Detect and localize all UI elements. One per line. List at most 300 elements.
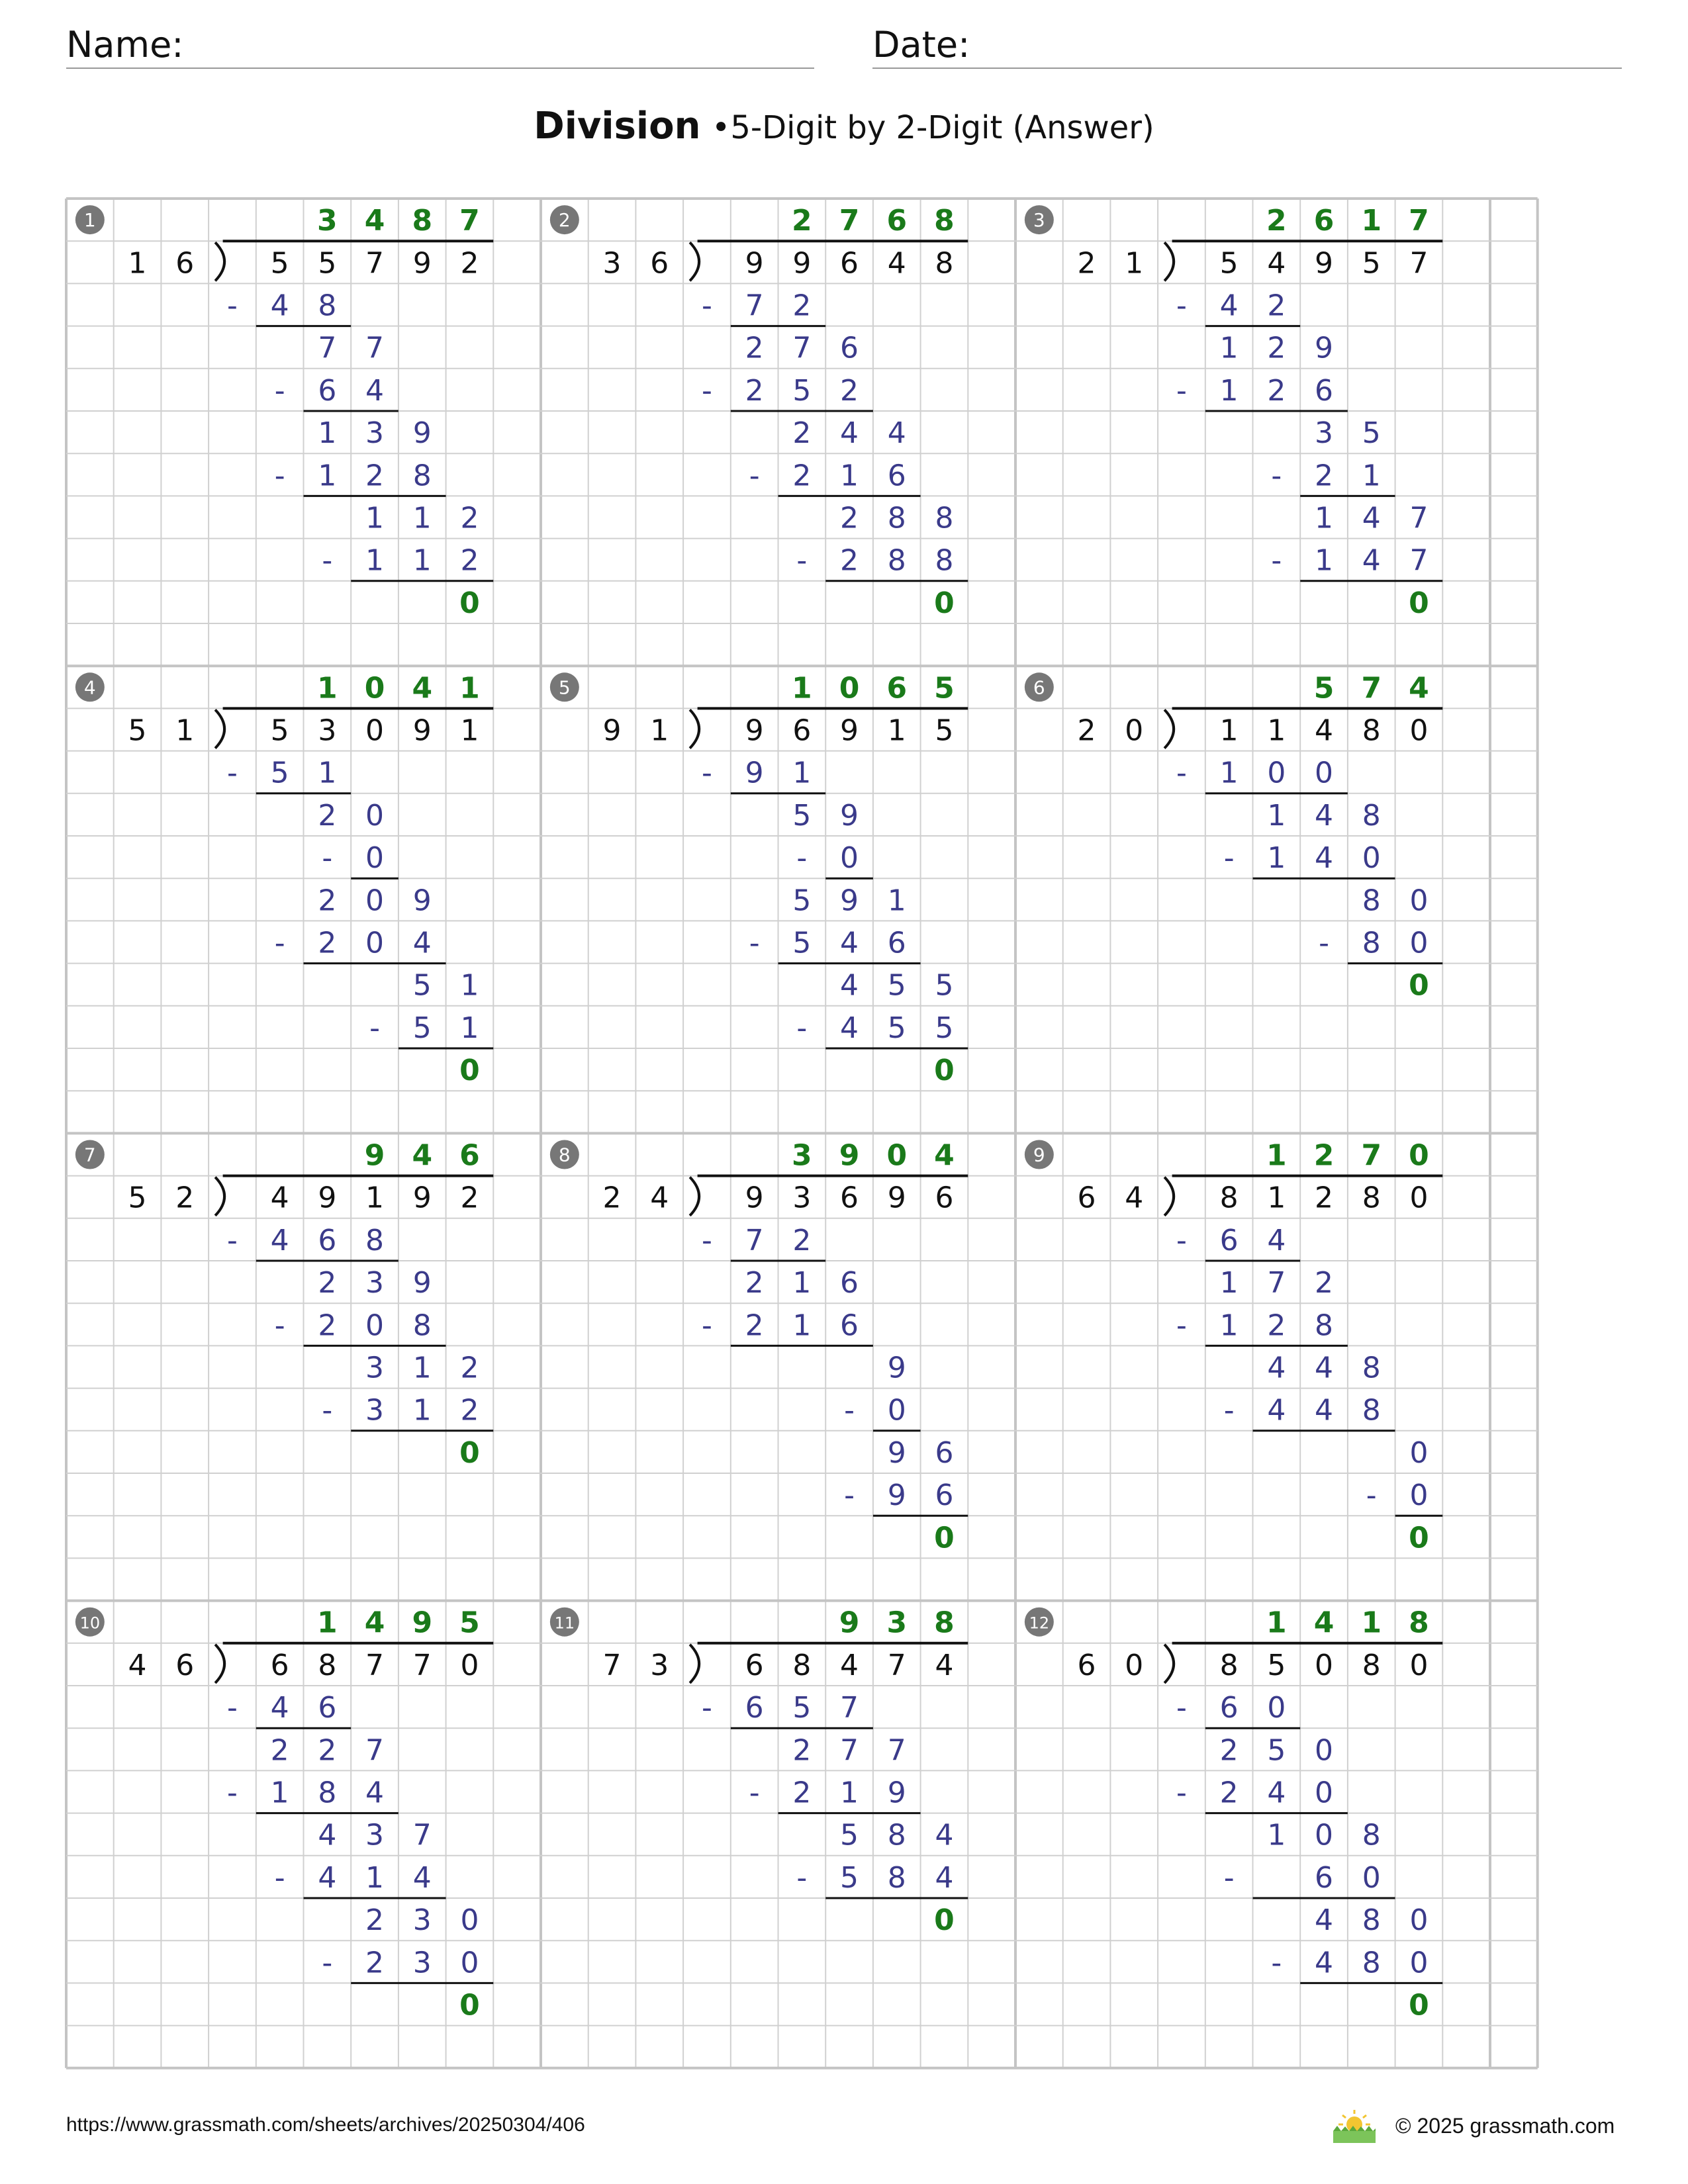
quotient-digit: 8 [934,204,955,238]
work-digit: 3 [365,1266,385,1300]
work-digit: 4 [840,968,859,1003]
quotient-digit: 4 [412,1138,433,1173]
dividend-digit: 9 [1315,246,1334,281]
work-digit: 8 [887,1818,906,1852]
minus-sign: - [702,1223,712,1257]
work-digit: 4 [1362,543,1381,578]
quotient-digit: 5 [459,1606,480,1640]
work-digit: 4 [1219,289,1239,323]
work-digit: 0 [1315,1818,1334,1852]
remainder-digit: 0 [934,586,955,620]
work-digit: 0 [1315,756,1334,790]
quotient-digit: 3 [886,1606,908,1640]
work-digit: 2 [792,459,812,493]
work-digit: 7 [1267,1266,1286,1300]
work-digit: 6 [840,1308,859,1343]
divisor-digit: 0 [1125,1648,1144,1682]
remainder-digit: 0 [934,1903,955,1938]
dividend-digit: 5 [1219,246,1239,281]
work-digit: 8 [1315,1308,1334,1343]
dividend-digit: 3 [318,713,337,748]
minus-sign: - [1271,543,1282,578]
dividend-digit: 8 [1362,1181,1381,1215]
minus-sign: - [1271,459,1282,493]
remainder-digit: 0 [934,1054,955,1088]
minus-sign: - [1176,1691,1187,1725]
quotient-digit: 6 [459,1138,480,1173]
work-digit: 0 [365,1308,385,1343]
dividend-digit: 9 [887,1181,906,1215]
work-digit: 5 [412,968,432,1003]
work-digit: 7 [745,1223,764,1257]
divisor-digit: 1 [128,246,147,281]
work-digit: 8 [1362,1946,1381,1980]
minus-sign: - [1176,1308,1187,1343]
quotient-digit: 6 [886,204,908,238]
work-digit: 4 [1315,1946,1334,1980]
remainder-digit: 0 [459,586,480,620]
division-bracket [215,1177,224,1216]
quotient-digit: 1 [459,671,480,705]
problem-number: 7 [83,1144,96,1166]
minus-sign: - [1223,841,1235,876]
work-digit: 0 [1267,756,1286,790]
quotient-digit: 2 [792,204,812,238]
dividend-digit: 1 [365,1181,385,1215]
minus-sign: - [749,459,760,493]
work-digit: 9 [887,1435,906,1470]
footer-url[interactable]: https://www.grassmath.com/sheets/archives/20250304/406 [66,2114,585,2136]
work-digit: 0 [1315,1733,1334,1768]
minus-sign: - [274,459,285,493]
work-digit: 1 [270,1776,289,1810]
work-digit: 8 [412,459,432,493]
divisor-digit: 2 [1077,713,1096,748]
work-digit: 1 [412,1393,432,1428]
dividend-digit: 9 [745,1181,764,1215]
dividend-digit: 9 [745,246,764,281]
quotient-digit: 4 [364,1606,385,1640]
work-digit: 8 [935,543,954,578]
quotient-digit: 7 [1361,1138,1382,1173]
work-digit: 2 [792,1776,812,1810]
work-digit: 2 [270,1733,289,1768]
work-digit: 9 [412,416,432,451]
work-digit: 5 [840,1818,859,1852]
remainder-digit: 0 [1409,1988,1429,2023]
quotient-digit: 0 [364,671,385,705]
work-digit: 1 [1219,1266,1239,1300]
work-digit: 3 [412,1903,432,1938]
work-digit: 2 [840,373,859,408]
work-digit: 1 [840,1776,859,1810]
divisor-digit: 4 [650,1181,669,1215]
work-digit: 5 [792,884,812,918]
quotient-digit: 5 [934,671,955,705]
remainder-digit: 0 [459,1988,480,2023]
minus-sign: - [702,756,712,790]
work-digit: 0 [1362,841,1381,876]
work-digit: 5 [935,968,954,1003]
quotient-digit: 1 [317,671,338,705]
dividend-digit: 4 [935,1648,954,1682]
dividend-digit: 6 [840,246,859,281]
minus-sign: - [749,926,760,960]
dividend-digit: 0 [365,713,385,748]
quotient-digit: 5 [1313,671,1335,705]
dividend-digit: 7 [887,1648,906,1682]
division-bracket [690,1645,699,1683]
dividend-digit: 4 [270,1181,289,1215]
divisor-digit: 5 [128,713,147,748]
work-digit: 9 [840,884,859,918]
divisor-digit: 1 [1125,246,1144,281]
quotient-digit: 6 [886,671,908,705]
work-digit: 4 [1267,1351,1286,1385]
quotient-digit: 3 [792,1138,812,1173]
work-digit: 8 [1362,1393,1381,1428]
work-digit: 2 [1219,1733,1239,1768]
work-digit: 4 [840,1011,859,1045]
work-digit: 1 [318,416,337,451]
minus-sign: - [369,1011,380,1045]
work-digit: 1 [365,543,385,578]
quotient-digit: 8 [1409,1606,1429,1640]
work-digit: 1 [792,756,812,790]
work-digit: 2 [318,1308,337,1343]
work-digit: 5 [935,1011,954,1045]
remainder-digit: 0 [459,1054,480,1088]
work-digit: 9 [412,1266,432,1300]
divisor-digit: 2 [1077,246,1096,281]
work-digit: 1 [460,1011,479,1045]
minus-sign: - [1366,1479,1377,1513]
work-digit: 7 [1409,543,1429,578]
work-digit: 6 [318,1691,337,1725]
work-digit: 8 [1362,926,1381,960]
dividend-digit: 5 [935,713,954,748]
work-digit: 8 [1362,1903,1381,1938]
quotient-digit: 1 [1266,1138,1287,1173]
work-digit: 3 [412,1946,432,1980]
work-digit: 4 [365,373,385,408]
division-bracket [215,709,224,748]
work-digit: 0 [887,1393,906,1428]
divisor-digit: 6 [1077,1648,1096,1682]
work-digit: 0 [1362,1860,1381,1895]
quotient-digit: 8 [412,204,433,238]
minus-sign: - [796,1011,808,1045]
problem-number: 8 [558,1144,571,1166]
work-digit: 2 [1267,331,1286,365]
dividend-digit: 9 [412,713,432,748]
minus-sign: - [227,1776,238,1810]
work-digit: 7 [840,1733,859,1768]
work-digit: 6 [318,373,337,408]
work-digit: 8 [412,1308,432,1343]
work-digit: 6 [935,1435,954,1470]
dividend-digit: 8 [1219,1181,1239,1215]
work-digit: 2 [365,459,385,493]
dividend-digit: 0 [1409,713,1429,748]
division-bracket [1164,1177,1174,1216]
work-digit: 5 [270,756,289,790]
work-digit: 9 [887,1351,906,1385]
dividend-digit: 2 [1315,1181,1334,1215]
work-digit: 7 [412,1818,432,1852]
quotient-digit: 4 [1409,671,1429,705]
dividend-digit: 9 [840,713,859,748]
divisor-digit: 4 [128,1648,147,1682]
work-digit: 8 [887,501,906,535]
work-digit: 4 [1267,1223,1286,1257]
dividend-digit: 6 [935,1181,954,1215]
minus-sign: - [274,926,285,960]
work-digit: 1 [1315,501,1334,535]
work-digit: 2 [318,798,337,833]
work-digit: 5 [792,373,812,408]
title-bullet: • [712,109,731,146]
minus-sign: - [1176,1223,1187,1257]
work-digit: 7 [840,1691,859,1725]
work-digit: 9 [745,756,764,790]
quotient-digit: 2 [1313,1138,1335,1173]
work-digit: 5 [412,1011,432,1045]
work-digit: 7 [365,331,385,365]
remainder-digit: 0 [459,1435,480,1470]
dividend-digit: 7 [412,1648,432,1682]
quotient-digit: 1 [1361,204,1382,238]
minus-sign: - [1271,1946,1282,1980]
work-digit: 8 [1362,1351,1381,1385]
dividend-digit: 0 [1315,1648,1334,1682]
work-digit: 4 [365,1776,385,1810]
work-digit: 5 [792,1691,812,1725]
work-digit: 0 [365,884,385,918]
division-bracket [690,242,699,281]
work-digit: 4 [935,1818,954,1852]
minus-sign: - [796,543,808,578]
quotient-digit: 4 [412,671,433,705]
problem-number: 6 [1033,676,1045,699]
minus-sign: - [274,1308,285,1343]
dividend-digit: 5 [270,246,289,281]
divisor-digit: 6 [175,1648,195,1682]
work-digit: 8 [1362,884,1381,918]
quotient-digit: 0 [839,671,860,705]
dividend-digit: 9 [745,713,764,748]
divisor-digit: 6 [650,246,669,281]
dividend-digit: 7 [365,246,385,281]
minus-sign: - [749,1776,760,1810]
dividend-digit: 2 [460,246,479,281]
date-label: Date: [872,24,970,66]
quotient-digit: 3 [317,204,338,238]
work-digit: 7 [745,289,764,323]
work-digit: 4 [412,1860,432,1895]
work-digit: 6 [935,1479,954,1513]
work-digit: 8 [887,1860,906,1895]
minus-sign: - [702,289,712,323]
dividend-digit: 8 [1362,1648,1381,1682]
work-digit: 9 [840,798,859,833]
work-digit: 5 [840,1860,859,1895]
work-digit: 4 [1267,1776,1286,1810]
work-digit: 1 [792,1308,812,1343]
problem-number: 12 [1029,1614,1050,1633]
work-digit: 1 [365,501,385,535]
minus-sign: - [796,1860,808,1895]
quotient-digit: 9 [839,1138,860,1173]
work-digit: 6 [1219,1691,1239,1725]
divisor-digit: 9 [602,713,622,748]
work-digit: 6 [887,459,906,493]
dividend-digit: 1 [1219,713,1239,748]
work-digit: 4 [840,416,859,451]
work-digit: 0 [1409,1946,1429,1980]
quotient-digit: 6 [1313,204,1335,238]
work-digit: 0 [365,841,385,876]
work-digit: 7 [318,331,337,365]
work-digit: 9 [887,1479,906,1513]
division-bracket [1164,709,1174,748]
title-main: Division [534,105,701,148]
work-digit: 0 [1315,1776,1334,1810]
work-digit: 0 [460,1946,479,1980]
work-digit: 8 [318,1776,337,1810]
work-digit: 0 [365,798,385,833]
work-digit: 3 [365,1351,385,1385]
work-digit: 6 [1219,1223,1239,1257]
dividend-digit: 8 [1219,1648,1239,1682]
work-digit: 1 [412,543,432,578]
work-digit: 0 [1409,926,1429,960]
work-digit: 8 [1362,1818,1381,1852]
dividend-digit: 0 [1409,1181,1429,1215]
division-bracket [215,242,224,281]
divisor-digit: 0 [1125,713,1144,748]
work-digit: 0 [1409,1479,1429,1513]
footer-copyright: © 2025 grassmath.com [1395,2114,1615,2138]
minus-sign: - [322,543,333,578]
dividend-digit: 8 [935,246,954,281]
work-digit: 5 [1267,1733,1286,1768]
work-digit: 2 [318,926,337,960]
divisor-digit: 3 [602,246,622,281]
work-digit: 4 [270,289,289,323]
minus-sign: - [274,1860,285,1895]
minus-sign: - [702,1308,712,1343]
work-digit: 2 [1219,1776,1239,1810]
work-digit: 2 [460,1393,479,1428]
minus-sign: - [227,1223,238,1257]
grassmath-logo-icon [1328,2106,1381,2146]
work-digit: 3 [365,1393,385,1428]
work-digit: 8 [365,1223,385,1257]
divisor-digit: 5 [128,1181,147,1215]
work-digit: 2 [1267,373,1286,408]
dividend-digit: 6 [792,713,812,748]
work-digit: 3 [365,1818,385,1852]
dividend-digit: 2 [460,1181,479,1215]
dividend-digit: 6 [270,1648,289,1682]
work-digit: 1 [1219,756,1239,790]
minus-sign: - [227,756,238,790]
work-digit: 4 [1315,1903,1334,1938]
work-digit: 1 [318,756,337,790]
remainder-digit: 0 [934,1521,955,1555]
dividend-digit: 5 [1267,1648,1286,1682]
dividend-digit: 6 [840,1181,859,1215]
dividend-digit: 5 [318,246,337,281]
work-digit: 8 [1362,798,1381,833]
divisor-digit: 6 [175,246,195,281]
quotient-digit: 7 [1409,204,1429,238]
divisor-digit: 2 [602,1181,622,1215]
quotient-digit: 9 [364,1138,385,1173]
work-digit: 2 [1267,1308,1286,1343]
quotient-digit: 4 [1313,1606,1335,1640]
dividend-digit: 5 [1362,246,1381,281]
title-subtitle: 5-Digit by 2-Digit (Answer) [730,109,1154,146]
work-digit: 2 [792,1733,812,1768]
work-digit: 9 [1315,331,1334,365]
problem-number: 10 [79,1614,101,1633]
quotient-digit: 0 [1409,1138,1429,1173]
work-digit: 2 [745,1308,764,1343]
work-digit: 0 [1409,1435,1429,1470]
work-digit: 4 [318,1818,337,1852]
minus-sign: - [274,373,285,408]
minus-sign: - [322,841,333,876]
dividend-digit: 4 [1267,246,1286,281]
minus-sign: - [1223,1393,1235,1428]
work-digit: 5 [887,1011,906,1045]
dividend-digit: 1 [1267,1181,1286,1215]
dividend-digit: 8 [792,1648,812,1682]
problem-number: 3 [1033,209,1045,232]
dividend-digit: 0 [1409,1648,1429,1682]
minus-sign: - [796,841,808,876]
minus-sign: - [702,373,712,408]
work-digit: 1 [365,1860,385,1895]
problem-number: 2 [558,209,571,232]
work-digit: 1 [1267,1818,1286,1852]
work-digit: 6 [745,1691,764,1725]
problem-number: 5 [558,676,571,699]
work-digit: 2 [1315,1266,1334,1300]
divisor-digit: 1 [175,713,195,748]
work-digit: 2 [318,1266,337,1300]
dividend-digit: 8 [1362,713,1381,748]
divisor-digit: 2 [175,1181,195,1215]
minus-sign: - [844,1479,855,1513]
dividend-digit: 9 [318,1181,337,1215]
work-digit: 5 [887,968,906,1003]
work-digit: 6 [840,1266,859,1300]
problem-number: 1 [83,209,96,232]
remainder-digit: 0 [1409,1521,1429,1555]
minus-sign: - [1223,1860,1235,1895]
work-digit: 2 [745,331,764,365]
work-digit: 6 [318,1223,337,1257]
quotient-digit: 7 [839,204,860,238]
work-digit: 1 [887,884,906,918]
work-digit: 5 [792,798,812,833]
division-bracket [215,1645,224,1683]
work-digit: 8 [887,543,906,578]
work-digit: 4 [1362,501,1381,535]
